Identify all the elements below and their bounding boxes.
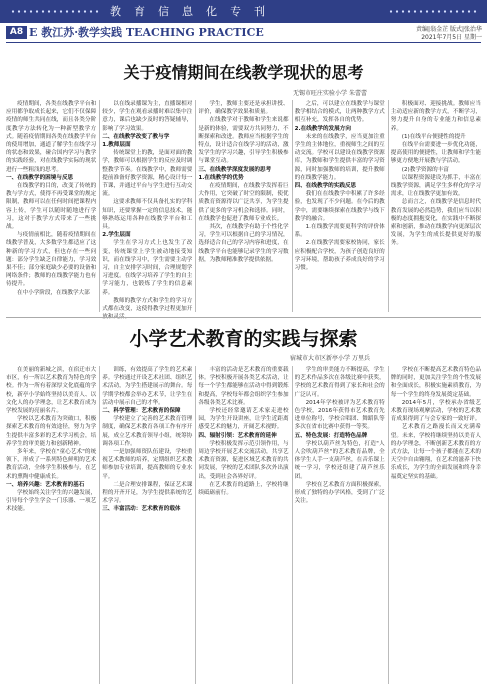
paragraph: 二是合理安排课程，保证艺术课程的开齐开足，为学生提供系统的艺术学习。 — [102, 481, 193, 505]
article-column — [102, 366, 192, 684]
article-title-2: 小学艺术教育的实践与探索 — [129, 328, 358, 350]
banner-dots-right — [388, 10, 478, 13]
paragraph: 教师的教学方式和学生的学习方式都在改变，这使得教学过程更加开放和灵活。 — [102, 297, 193, 321]
paragraph: 2014年5月，学校承办省级艺术教育现场观摩活动，学校的艺术教育成果得到了与会专家的一致好评。 — [390, 399, 481, 423]
paragraph: 积极面对、迎接挑战。教师应当主动适应新的教学方式，不断学习，努力提升自身的专业能力和信息素养。 — [390, 101, 481, 132]
paragraph: (2)教学资源的丰富 — [401, 166, 449, 173]
article-column — [391, 366, 481, 684]
paragraph: 未来的在线教学，应当更加注重学生的主体地位，重视师生之间的互动交流。学校可以建设在线教学资源库，为教师和学生提供丰富的学习资源，同时加强教师的培训，提升教师的在线教学能力。 — [294, 133, 385, 181]
masthead-title: 教育信息化专刊 — [110, 5, 278, 18]
article-column — [6, 366, 96, 684]
subheading: 2.在线教学的发展方向 — [294, 125, 351, 132]
page-number-badge: A8 — [6, 26, 27, 39]
paragraph: 学校积极发挥示范引领作用，与周边学校开展艺术交流活动，共享艺术教育资源，促进区域艺术教育的共同发展，学校的艺术团队多次外出演出，受到社会各界好评。 — [198, 440, 289, 480]
subheading: 2.学生层面 — [102, 232, 131, 239]
paragraph: 训练，有效提高了学生的艺术素养。学校通过开设艺术社团、组织艺术活动，为学生搭建展示的舞台。每学期学校都会举办艺术节，让学生在活动中展示自己的才华。 — [102, 367, 193, 406]
column-divider — [292, 366, 293, 684]
subheading: 四、辐射引领：艺术教育的延伸 — [198, 432, 277, 439]
section-title: E 教江苏·教学实践 TEACHING PRACTICE — [29, 26, 264, 39]
paragraph: 与疫情前相比，随着疫情期间在线教学普及，大多数学生都适应了这种新的学习方式，但也存在一些问题：部分学生缺乏自律能力，学习效果不佳；部分家庭缺少必要的设备和网络条件；教师的在线教学能力也有待提升。 — [6, 232, 97, 288]
paragraph: 其次，在线教学有助于个性化学习，学生可以根据自己的学习情况，选择适合自己的学习内容和进度，在线教学平台也能够记录学生的学习数据，为教师精准教学提供依据。 — [198, 224, 289, 263]
paragraph: 2014年学校被评为艺术教育特色学校，2016年获得市艺术教育先进单位称号，学校合唱团、舞蹈队等多次在省市比赛中获得一等奖。 — [294, 399, 385, 431]
column-divider — [99, 100, 100, 312]
paragraph: 在疫情期间，在线教学发挥着巨大作用，它突破了时空的限制，使优质教育资源得以广泛共享，为学生提供了更多的学习机会和选择。同时，在线教学也促进了教师专业成长。 — [198, 183, 289, 222]
paragraph: 疫情期间，各类在线教学平台和应用都争取成长起来，它们不仅保障疫情的师生共同在线，而且各类分阶度教学方法转化为一种新型教学方式。随着疫情期间各类在线教学平台的使用增加，通道了解学生在线学习的状态和效果，碰合国内学习与教学的实践经验，对在线教学实际的现状进行一些粗浅的思考。 — [6, 101, 97, 173]
column-divider — [388, 366, 389, 684]
subheading: 二、科学管理：艺术教育的保障 — [102, 408, 181, 415]
article-column — [295, 366, 385, 684]
paragraph: 在线教学的目的，改变了传统的教与学方式，使得不再受课堂的规定限制，教师可以在任何时间把课程内容上传，学生可以随时随地进行学习，这对于教学方式带来了一些挑战。 — [6, 183, 97, 231]
article-column — [102, 100, 193, 321]
subheading: 一、在线教学的困境与反思 — [6, 174, 74, 181]
paragraph: 总而言之，在线教学是信息时代教育发展的必然趋势，我们应当以积极的态度拥抱变化，在实践中不断探索和创新，推动在线教学向更深层次发展，为学生的成长提供更好的服务。 — [390, 199, 481, 247]
header-rule — [6, 42, 481, 43]
paragraph: 在线平台需要进一步优化功能，提高使用的便捷性，让教师和学生能够更方便地开展教与学活动。 — [390, 142, 481, 165]
paragraph: 学生，教师主要还是承担讲授、评价，确保教学效果和质量。 — [198, 101, 289, 116]
column-divider — [195, 100, 196, 312]
paragraph: 学校以葫芦丝为特色，打造"人人会吹葫芦丝"的艺术教育品牌，全体学生人手一支葫芦丝，在音乐课上统一学习，学校还组建了葫芦丝乐团。 — [294, 440, 385, 480]
paragraph: 学校以艺术教育为突破口，积极探索艺术教育的有效途径，努力为学生提供丰富多彩的艺术学习机会，培养学生的审美能力和创新精神。 — [6, 416, 97, 447]
article-title-1: 关于疫情期间在线教学现状的思考 — [123, 63, 364, 82]
paragraph: 在美丽的新城之滨，在宿迁市大市区，有一所以艺术教育为特色的学校。作为一所有着深厚文化底蕴的学校，新亭小学始终坚持以美育人、以文化人的办学理念，让艺术教育成为学校发展的亮丽名片。 — [6, 367, 97, 415]
paragraph: (1)在线平台便捷性的提升 — [401, 133, 466, 140]
subheading: 三、丰富活动：艺术教育的载体 — [102, 506, 181, 513]
paragraph: 学校在艺术教育方面积极探索，形成了独特的办学风格，受到了广泛关注。 — [294, 481, 385, 505]
editor-line: 责编|翁金芷 版式|张治华 — [416, 26, 482, 33]
paragraph: 以在线录播课为主，直播课相对较少，学生在观看录播时难以集中注意力，课后也缺少及时的答疑辅导，影响了学习效果。 — [102, 101, 193, 132]
paragraph: 学生的审美能力不断提高，学生的艺术作品多次在各级比赛中获奖，学校的艺术教育得到了家长和社会的广泛认可。 — [294, 367, 385, 398]
paragraph: 在线教学对于教师和学生来说都是新的体验，需要双方共同努力，不断探索和改进。教师应当根据学生的特点，设计适合在线学习的活动，激发学生的学习兴趣，引导学生积极参与课堂互动。 — [198, 117, 289, 165]
article-column — [198, 366, 288, 684]
column-divider — [388, 100, 389, 312]
subheading: 一、培养兴趣：艺术教育的基石 — [6, 481, 85, 488]
article-column — [198, 100, 288, 312]
article-byline-2: 宿城市大市区新亭小学 万里兵 — [290, 355, 370, 362]
subheading: 四、在线教学的实践反思 — [294, 183, 357, 190]
paragraph: 多年来，学校在"童心艺术"的统领下，形成了一系列特色鲜明的艺术教育活动，全体学生积极参与，在艺术的熏陶中健康成长。 — [6, 449, 97, 480]
paragraph: 在艺术教育的道路上，学校将继续砥砺前行。 — [198, 481, 289, 497]
edition-info — [330, 26, 482, 41]
paragraph: 学生在学习方式上也发生了改变，传统课堂上学生被动地接受知识，而在线学习中，学生需要主动学习，自主安排学习时间，合理规划学习进度。在线学习培养了学生的自主学习能力，也锻炼了学生的信息素养。 — [102, 240, 193, 296]
paragraph: 学校还经常邀请艺术家走进校园，为学生开设讲座，让学生近距离感受艺术的魅力，开阔艺术视野。 — [198, 408, 289, 431]
column-divider — [99, 366, 100, 684]
article-byline-1: 无锡市旺庄实验小学 朱蕾蕾 — [293, 90, 367, 97]
paragraph: 在中小学阶段，在线教学大部 — [17, 289, 90, 296]
subheading: 二、在线教学改变了教与学 — [102, 133, 170, 140]
banner-dots-left — [10, 10, 100, 13]
paragraph: 这要求教师不仅具备扎实的学科知识，还要掌握一定的信息技术，能够熟练运用各种在线教学平台和工具。 — [102, 199, 193, 231]
masthead-banner — [0, 0, 487, 23]
paragraph: 1.在线教学需要更科学的评价体系。 — [294, 224, 385, 239]
paragraph: 学校始终关注学生的兴趣发展，引导每个学生学会一门乐器、一项艺术技能。 — [6, 490, 97, 513]
paragraph: 2.在线教学需要家校协同，家长应积极配合学校，为孩子创造良好的学习环境，帮助孩子养成良好的学习习惯。 — [294, 240, 385, 272]
paragraph: 以课程资源建设为抓手，丰富在线教学资源，满足学生多样化的学习需求，让在线教学更加有效。 — [390, 174, 481, 198]
paragraph: 我们在在线教学中积累了许多经验，也发现了不少问题。在今后的教学中，需要继续探索在线教学与线下教学的融合。 — [294, 191, 385, 222]
article-separator — [6, 317, 481, 318]
subheading: 五、特色发展：打造特色品牌 — [294, 432, 368, 439]
paragraph: 传统课堂上的教，是面对面的教学，教师可以根据学生的反应及时调整教学节奏。在线教学中，教师需要提前准备好教学资源，精心设计每一节课，并通过平台与学生进行互动交流。 — [102, 150, 193, 198]
column-divider — [195, 366, 196, 684]
article-column — [391, 100, 481, 312]
subheading: 三、在线教学深度发展的思考 — [198, 166, 272, 173]
paragraph: 艺术教育之路漫长而又充满希望。未来，学校将继续坚持以美育人的办学理念，不断创新艺术教育的方式方法，让每一个孩子都能在艺术的天空中自由翱翔，在艺术的滋养下快乐成长，为学生的全面发展和终身幸福奠定坚实的基础。 — [390, 424, 481, 480]
article-column — [6, 100, 96, 312]
date-line: 2021年7月5日 星期一 — [421, 33, 482, 41]
paragraph: 丰富的活动是艺术教育的重要载体。学校积极开展各类艺术活动，让每一个学生都能够在活动中得到锻炼和提高，学校每年都会组织学生参加各级各类艺术比赛。 — [198, 367, 289, 406]
column-divider — [292, 100, 293, 312]
subheading: 1.在线教学的优势 — [198, 174, 244, 181]
paragraph: 学校建立了完善的艺术教育管理制度，确保艺术教育各项工作有序开展，成立艺术教育领导小组，统筹协调各项工作。 — [102, 416, 193, 447]
article-column — [295, 100, 385, 312]
paragraph: 学校在不断提高艺术教育特色品牌的同时，更加关注学生的个性发展和全面成长，积极实施素质教育，为每一个学生的终身发展奠定基础。 — [390, 367, 481, 398]
paragraph: 一是加强师资队伍建设，学校重视艺术教师的培养，定期组织艺术教师参加专业培训，提高教师的专业水平。 — [102, 449, 193, 480]
paragraph: 之后，可以建立在线教学与课堂教学相结合的模式，让两种教学方式相互补充，发挥各自的优势。 — [294, 101, 385, 124]
subheading: 1.教师层面 — [102, 142, 131, 149]
